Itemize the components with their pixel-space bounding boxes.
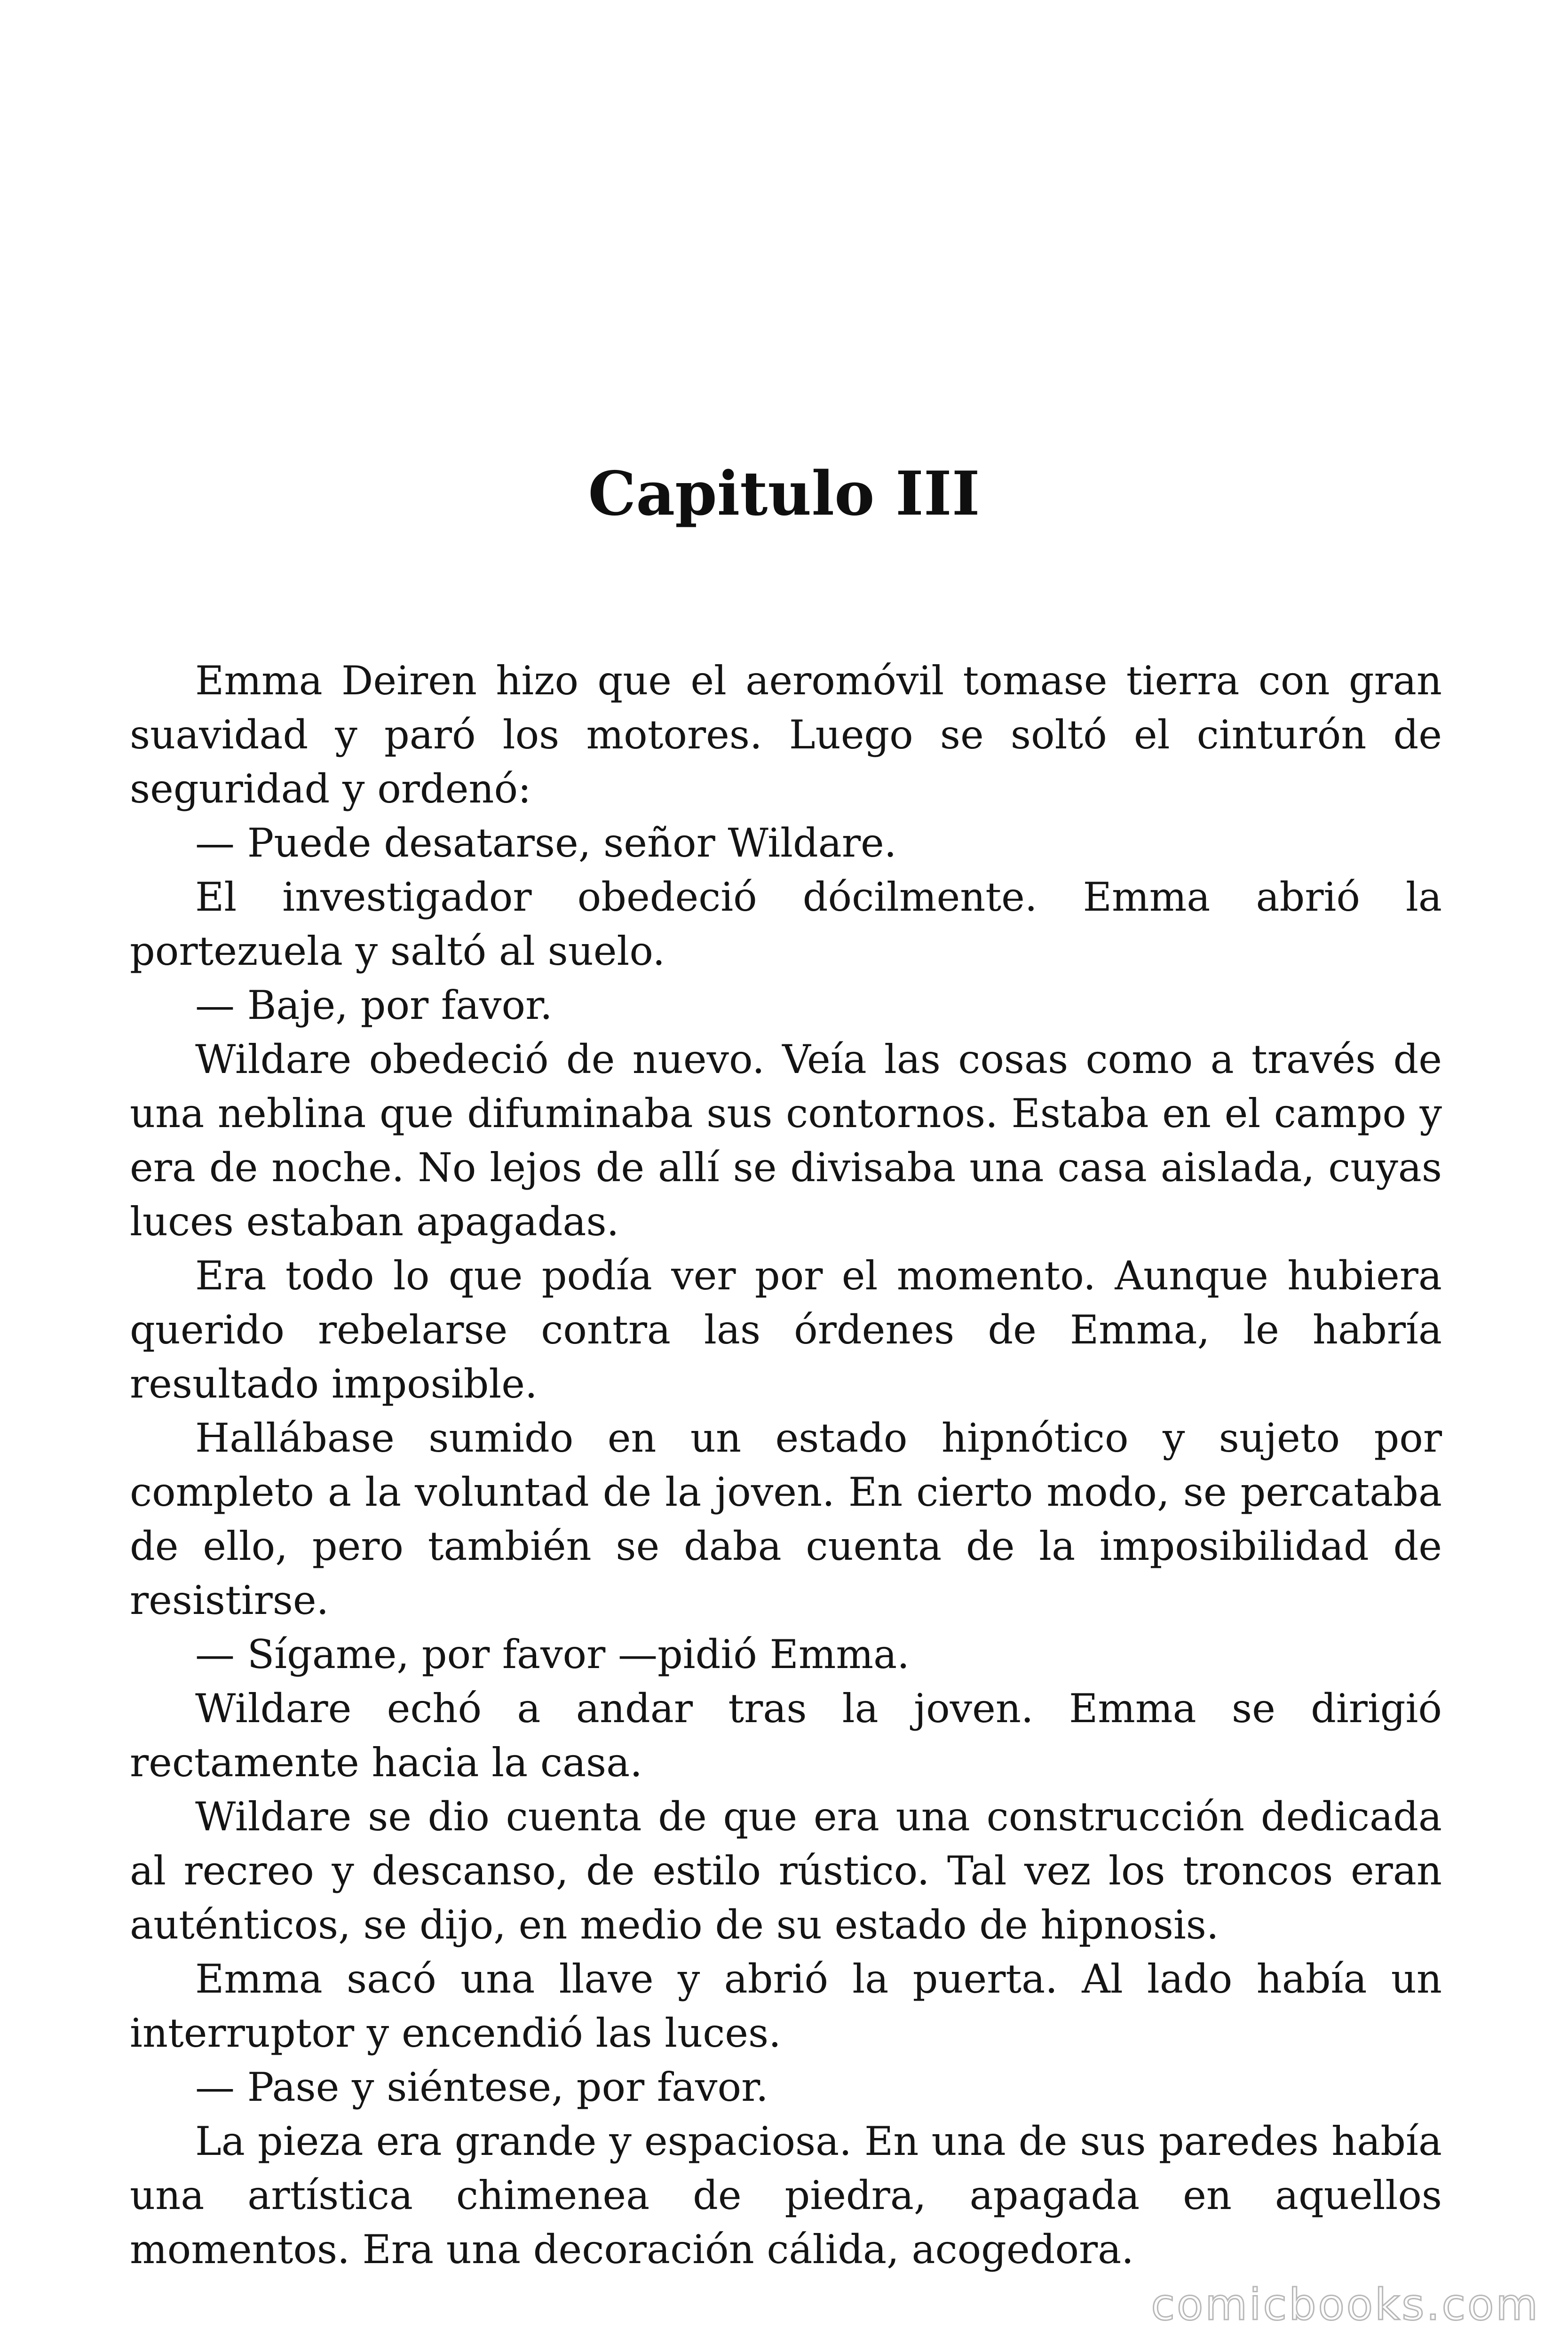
paragraph: — Pase y siéntese, por favor. <box>195 2064 768 2110</box>
chapter-body <box>130 654 1442 2277</box>
paragraph: Emma Deiren hizo que el aeromóvil tomase tierra con gran suavidad y paró los motores. Luego se soltó el cinturón de seguridad y ordenó: <box>130 658 1442 812</box>
paragraph: Emma sacó una llave y abrió la puerta. Al lado había un interruptor y encendió las luces. <box>130 1956 1442 2056</box>
paragraph: Hallábase sumido en un estado hipnótico y sujeto por completo a la voluntad de la joven. En cierto modo, se percataba de ello, pero también se daba cuenta de la imposibilidad de resistirse. <box>130 1415 1442 1623</box>
paragraph: — Baje, por favor. <box>195 982 553 1028</box>
paragraph: — Sígame, por favor —pidió Emma. <box>195 1631 910 1677</box>
watermark: comicbooks.com <box>1151 2280 1540 2330</box>
paragraph: El investigador obedeció dócilmente. Emma abrió la portezuela y saltó al suelo. <box>130 874 1442 974</box>
paragraph: — Puede desatarse, señor Wildare. <box>195 820 897 866</box>
paragraph: Wildare se dio cuenta de que era una construcción dedicada al recreo y descanso, de estilo rústico. Tal vez los troncos eran auténticos, se dijo, en medio de su estado de hipnosis. <box>130 1794 1442 1948</box>
paragraph: La pieza era grande y espaciosa. En una de sus paredes había una artística chimenea de piedra, apagada en aquellos momentos. Era una decoración cálida, acogedora. <box>130 2118 1442 2273</box>
chapter-title: Capitulo III <box>588 459 980 529</box>
paragraph: Wildare echó a andar tras la joven. Emma se dirigió rectamente hacia la casa. <box>130 1685 1442 1786</box>
paragraph: Era todo lo que podía ver por el momento. Aunque hubiera querido rebelarse contra las órdenes de Emma, le habría resultado imposible. <box>130 1253 1442 1407</box>
paragraph: Wildare obedeció de nuevo. Veía las cosas como a través de una neblina que difuminaba sus contornos. Estaba en el campo y era de noche. No lejos de allí se divisaba una casa aislada, cuyas luces estaban apagadas. <box>130 1036 1442 1245</box>
